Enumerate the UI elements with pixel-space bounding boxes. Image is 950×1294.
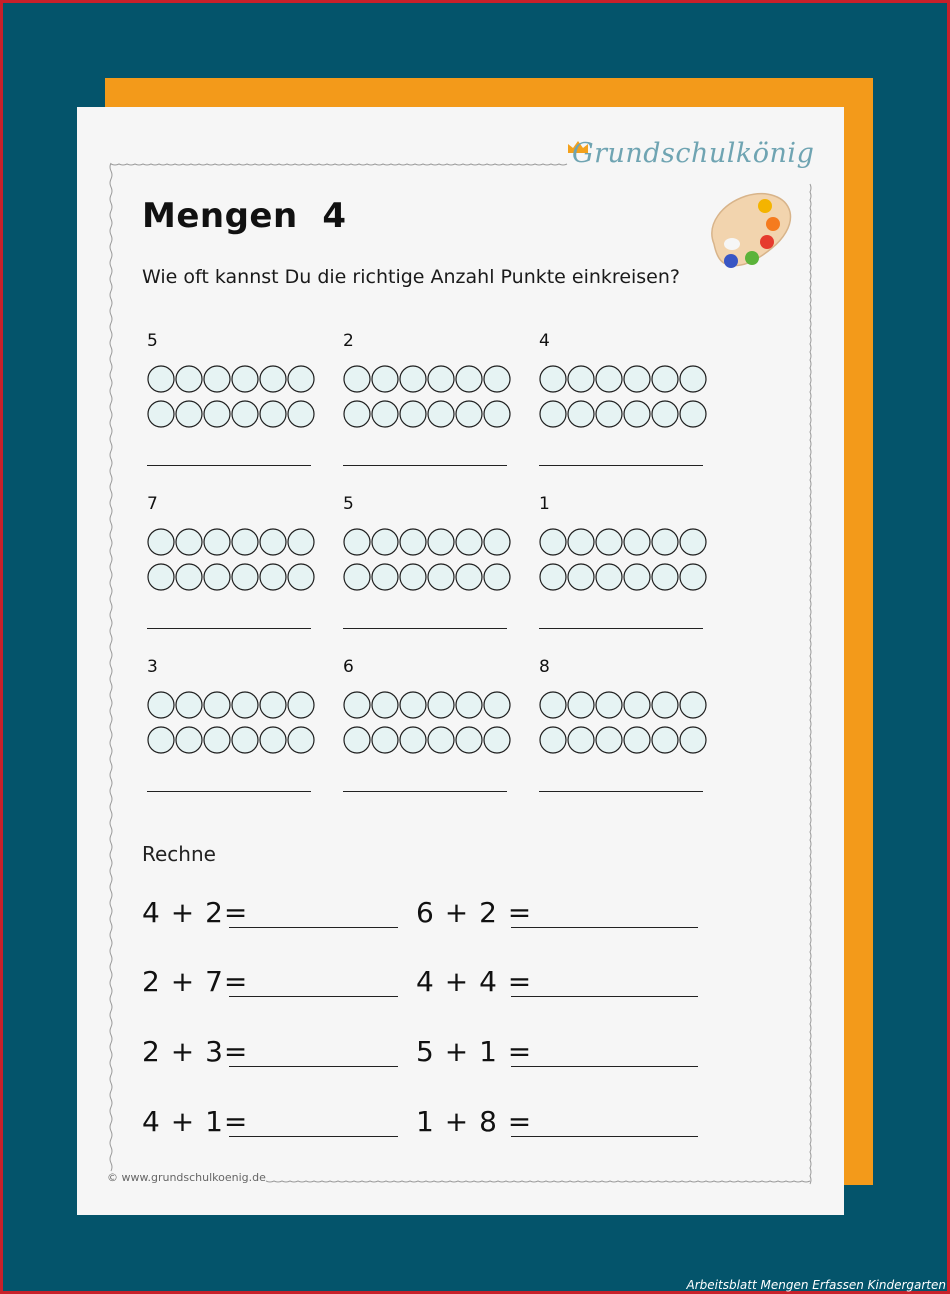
dot[interactable]: [400, 366, 426, 392]
dot-grid[interactable]: [343, 363, 515, 435]
dot[interactable]: [344, 401, 370, 427]
dot[interactable]: [456, 366, 482, 392]
dot[interactable]: [428, 564, 454, 590]
answer-line[interactable]: [343, 791, 507, 792]
dot[interactable]: [260, 564, 286, 590]
dot[interactable]: [484, 366, 510, 392]
paint-palette-icon: [702, 186, 794, 278]
dot[interactable]: [176, 366, 202, 392]
dot[interactable]: [568, 529, 594, 555]
dot[interactable]: [568, 401, 594, 427]
task-number: 3: [147, 657, 158, 677]
dot[interactable]: [344, 727, 370, 753]
dot-grid[interactable]: [147, 526, 319, 598]
dot[interactable]: [484, 692, 510, 718]
dot-grid[interactable]: [539, 689, 711, 761]
dot[interactable]: [400, 564, 426, 590]
dot-grid[interactable]: [147, 689, 319, 761]
dot[interactable]: [596, 366, 622, 392]
dot-grid[interactable]: [343, 689, 515, 761]
dot[interactable]: [484, 529, 510, 555]
equation-text: 4 + 1=: [142, 1105, 249, 1138]
dot[interactable]: [260, 529, 286, 555]
dot[interactable]: [176, 401, 202, 427]
dot[interactable]: [624, 401, 650, 427]
dot[interactable]: [540, 692, 566, 718]
equation-answer-line[interactable]: [511, 927, 698, 928]
dot[interactable]: [484, 401, 510, 427]
dot-grid[interactable]: [343, 526, 515, 598]
dot[interactable]: [652, 692, 678, 718]
dot[interactable]: [568, 366, 594, 392]
dot[interactable]: [232, 366, 258, 392]
dot[interactable]: [288, 727, 314, 753]
equation-answer-line[interactable]: [229, 1136, 398, 1137]
dot[interactable]: [260, 692, 286, 718]
dot[interactable]: [148, 529, 174, 555]
dot[interactable]: [680, 366, 706, 392]
equation-text: 4 + 4 =: [416, 965, 533, 998]
dot[interactable]: [680, 401, 706, 427]
dot[interactable]: [260, 727, 286, 753]
dot[interactable]: [568, 727, 594, 753]
dot[interactable]: [680, 692, 706, 718]
dot[interactable]: [652, 564, 678, 590]
dot[interactable]: [176, 727, 202, 753]
answer-line[interactable]: [539, 465, 703, 466]
dot[interactable]: [400, 692, 426, 718]
dot[interactable]: [596, 692, 622, 718]
dot[interactable]: [540, 401, 566, 427]
equation-answer-line[interactable]: [511, 1066, 698, 1067]
dot[interactable]: [232, 727, 258, 753]
dot[interactable]: [456, 401, 482, 427]
answer-line[interactable]: [343, 628, 507, 629]
equation-text: 6 + 2 =: [416, 896, 533, 929]
task-number: 8: [539, 657, 550, 677]
task-number: 2: [343, 331, 354, 351]
dot[interactable]: [456, 564, 482, 590]
equation-answer-line[interactable]: [511, 1136, 698, 1137]
dot[interactable]: [596, 727, 622, 753]
dot[interactable]: [204, 564, 230, 590]
dot[interactable]: [232, 692, 258, 718]
footer-url: © www.grundschulkoenig.de: [107, 1171, 266, 1184]
dot[interactable]: [428, 366, 454, 392]
dot-grid[interactable]: [539, 363, 711, 435]
dot[interactable]: [652, 727, 678, 753]
dot[interactable]: [372, 401, 398, 427]
equation-answer-line[interactable]: [229, 927, 398, 928]
task-number: 4: [539, 331, 550, 351]
dot[interactable]: [176, 529, 202, 555]
task-number: 5: [343, 494, 354, 514]
dot[interactable]: [288, 692, 314, 718]
dot[interactable]: [204, 727, 230, 753]
image-caption: Arbeitsblatt Mengen Erfassen Kindergarten: [686, 1278, 946, 1292]
dot[interactable]: [148, 692, 174, 718]
dot[interactable]: [288, 366, 314, 392]
equation-text: 2 + 7=: [142, 965, 249, 998]
dot[interactable]: [400, 401, 426, 427]
dot[interactable]: [232, 401, 258, 427]
dot[interactable]: [176, 692, 202, 718]
dot[interactable]: [680, 564, 706, 590]
dot[interactable]: [148, 727, 174, 753]
dot[interactable]: [428, 529, 454, 555]
dot[interactable]: [540, 366, 566, 392]
task-number: 5: [147, 331, 158, 351]
dot[interactable]: [568, 564, 594, 590]
instruction-text: Wie oft kannst Du die richtige Anzahl Punkte einkreisen?: [142, 266, 681, 288]
dot[interactable]: [428, 692, 454, 718]
equation-text: 2 + 3=: [142, 1035, 249, 1068]
dot[interactable]: [260, 366, 286, 392]
dot[interactable]: [204, 366, 230, 392]
answer-line[interactable]: [539, 628, 703, 629]
dot[interactable]: [568, 692, 594, 718]
dot[interactable]: [428, 401, 454, 427]
answer-line[interactable]: [147, 465, 311, 466]
dot[interactable]: [372, 366, 398, 392]
dot[interactable]: [260, 401, 286, 427]
dot[interactable]: [624, 366, 650, 392]
brand-logo: Grundschulkönig: [572, 138, 815, 169]
dot-grid[interactable]: [147, 363, 319, 435]
dot[interactable]: [288, 564, 314, 590]
dot[interactable]: [148, 401, 174, 427]
section-label-rechne: Rechne: [142, 842, 216, 866]
dot-grid[interactable]: [539, 526, 711, 598]
task-number: 6: [343, 657, 354, 677]
dot[interactable]: [484, 564, 510, 590]
answer-line[interactable]: [539, 791, 703, 792]
equation-text: 1 + 8 =: [416, 1105, 533, 1138]
dot[interactable]: [596, 564, 622, 590]
dot[interactable]: [372, 692, 398, 718]
dot[interactable]: [680, 529, 706, 555]
equation-answer-line[interactable]: [229, 996, 398, 997]
dot[interactable]: [204, 692, 230, 718]
dot[interactable]: [428, 727, 454, 753]
dot[interactable]: [344, 529, 370, 555]
dot[interactable]: [456, 692, 482, 718]
dot[interactable]: [176, 564, 202, 590]
equation-text: 4 + 2=: [142, 896, 249, 929]
dot[interactable]: [232, 529, 258, 555]
equation-answer-line[interactable]: [229, 1066, 398, 1067]
worksheet-title: Mengen 4: [142, 196, 347, 236]
task-number: 1: [539, 494, 550, 514]
dot[interactable]: [288, 401, 314, 427]
answer-line[interactable]: [343, 465, 507, 466]
equation-text: 5 + 1 =: [416, 1035, 533, 1068]
dot[interactable]: [624, 564, 650, 590]
dot[interactable]: [204, 529, 230, 555]
dot[interactable]: [624, 727, 650, 753]
dot[interactable]: [596, 529, 622, 555]
dot[interactable]: [652, 529, 678, 555]
equation-answer-line[interactable]: [511, 996, 698, 997]
dot[interactable]: [400, 529, 426, 555]
dot[interactable]: [148, 564, 174, 590]
dot[interactable]: [232, 564, 258, 590]
dot[interactable]: [372, 564, 398, 590]
answer-line[interactable]: [147, 628, 311, 629]
dot[interactable]: [372, 727, 398, 753]
dot[interactable]: [652, 401, 678, 427]
dot[interactable]: [344, 366, 370, 392]
dot[interactable]: [624, 529, 650, 555]
dot[interactable]: [204, 401, 230, 427]
dot[interactable]: [540, 529, 566, 555]
task-number: 7: [147, 494, 158, 514]
dot[interactable]: [288, 529, 314, 555]
dot[interactable]: [400, 727, 426, 753]
dot[interactable]: [372, 529, 398, 555]
dot[interactable]: [680, 727, 706, 753]
answer-line[interactable]: [147, 791, 311, 792]
dot[interactable]: [596, 401, 622, 427]
dot[interactable]: [344, 564, 370, 590]
dot[interactable]: [540, 727, 566, 753]
dot[interactable]: [484, 727, 510, 753]
dot[interactable]: [456, 727, 482, 753]
dot[interactable]: [652, 366, 678, 392]
dot[interactable]: [624, 692, 650, 718]
dot[interactable]: [456, 529, 482, 555]
dot[interactable]: [540, 564, 566, 590]
dot[interactable]: [148, 366, 174, 392]
dot[interactable]: [344, 692, 370, 718]
